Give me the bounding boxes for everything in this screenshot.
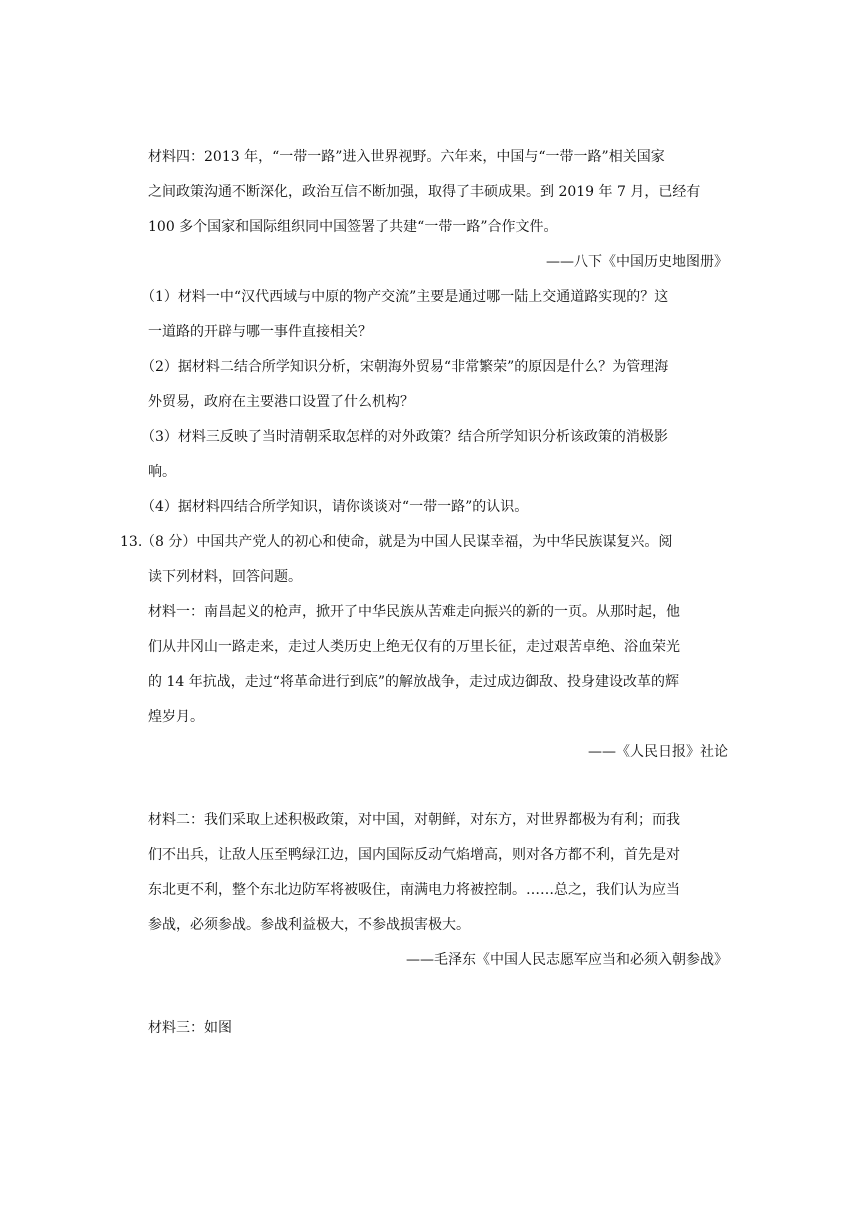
question-number: 13. — [120, 534, 143, 550]
question-13-line: 读下列材料，回答问题。 — [148, 569, 302, 585]
material2-line: 材料二：我们采取上述积极政策，对中国，对朝鲜，对东方，对世界都极为有利；而我 — [148, 812, 680, 828]
material4-line: 材料四：2013 年，“一带一路”进入世界视野。六年来，中国与“一带一路”相关国家 — [148, 149, 665, 165]
question-1-line: （1）材料一中“汉代西域与中原的物产交流”主要是通过哪一陆上交通道路实现的？这 — [141, 289, 669, 305]
question-2-line: 外贸易，政府在主要港口设置了什么机构？ — [148, 394, 414, 410]
material4-source: ——八下《中国历史地图册》 — [546, 254, 728, 270]
question-2-line: （2）据材料二结合所学知识分析，宋朝海外贸易“非常繁荣”的原因是什么？为管理海 — [141, 359, 669, 375]
material4-line: 100 多个国家和国际组织同中国签署了共建“一带一路”合作文件。 — [148, 219, 558, 235]
material1-source: ——《人民日报》社论 — [588, 744, 728, 760]
material3-label: 材料三：如图 — [148, 1020, 232, 1036]
material1-line: 煌岁月。 — [148, 709, 204, 725]
material4-line: 之间政策沟通不断深化，政治互信不断加强，取得了丰硕成果。到 2019 年 7 月，已经有 — [148, 184, 701, 200]
material1-line: 的 14 年抗战，走过“将革命进行到底”的解放战争，走过成边御敌、投身建设改革的辉 — [148, 674, 680, 690]
question-3-line: 响。 — [148, 464, 176, 480]
question-1-line: 一道路的开辟与哪一事件直接相关？ — [148, 324, 372, 340]
question-4-line: （4）据材料四结合所学知识，请你谈谈对“一带一路”的认识。 — [141, 499, 529, 515]
material1-line: 材料一：南昌起义的枪声，掀开了中华民族从苦难走向振兴的新的一页。从那时起，他 — [148, 604, 680, 620]
material2-line: 们不出兵，让敌人压至鸭绿江边，国内国际反动气焰增高，则对各方都不利，首先是对 — [148, 847, 680, 863]
material2-line: 参战，必须参战。参战利益极大，不参战损害极大。 — [148, 917, 470, 933]
material2-line: 东北更不利，整个东北边防军将被吸住，南满电力将被控制。……总之，我们认为应当 — [148, 882, 680, 898]
material2-source: ——毛泽东《中国人民志愿军应当和必须入朝参战》 — [406, 952, 728, 968]
material1-line: 们从井冈山一路走来，走过人类历史上绝无仅有的万里长征，走过艰苦卓绝、浴血荣光 — [148, 639, 680, 655]
question-3-line: （3）材料三反映了当时清朝采取怎样的对外政策？结合所学知识分析该政策的消极影 — [141, 429, 668, 445]
question-13-line: （8 分）中国共产党人的初心和使命，就是为中国人民谋幸福，为中华民族谋复兴。阅 — [141, 534, 673, 550]
